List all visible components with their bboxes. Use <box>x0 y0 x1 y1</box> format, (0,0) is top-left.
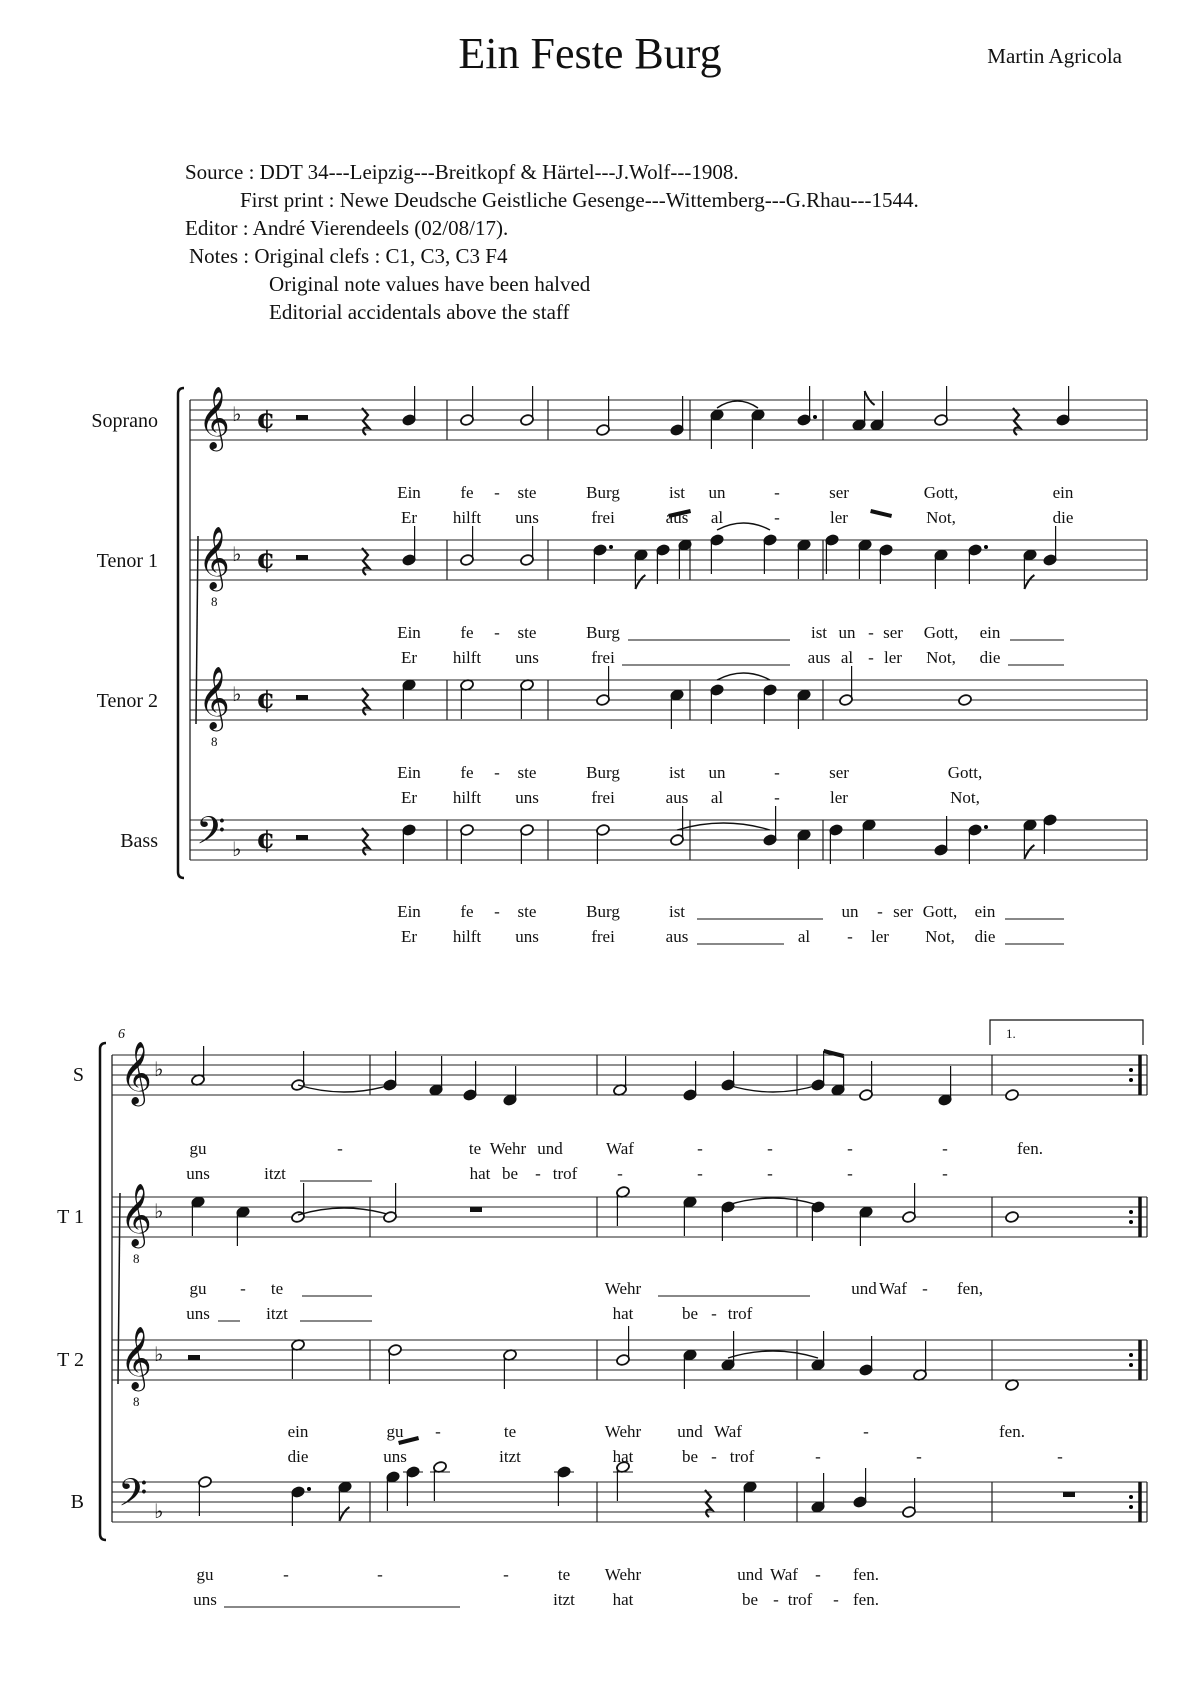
part-short-name-2: T 1 <box>57 1206 84 1228</box>
half-rest-icon <box>296 695 308 700</box>
lyric-soprano-verse1: Wehr <box>489 1139 527 1158</box>
lyric-bass-verse2: aus <box>665 927 689 946</box>
lyric-soprano-verse1: - <box>774 483 780 502</box>
cut-time-icon: ¢ <box>256 542 276 575</box>
lyric-tenor1-verse1: un <box>838 623 856 642</box>
lyric-soprano-verse2: hilft <box>452 508 482 527</box>
lyric-soprano-verse1: Burg <box>586 483 620 502</box>
lyric-bass-verse1: gu <box>196 1565 214 1584</box>
lyric-tenor1-verse2: uns <box>186 1304 210 1323</box>
lyric-soprano-verse2: uns <box>515 508 539 527</box>
octave-8-marker: 8 <box>133 1394 140 1409</box>
lyric-bass-verse1: und <box>737 1565 763 1584</box>
tie <box>728 1198 818 1205</box>
system-bracket <box>100 1043 106 1540</box>
dot <box>609 545 613 549</box>
lyric-tenor2-verse2: trof <box>729 1447 755 1466</box>
lyric-tenor2-verse1: - <box>494 763 500 782</box>
lyric-tenor1-verse2: be <box>681 1304 699 1323</box>
tie <box>717 523 770 530</box>
notehead <box>1005 1211 1020 1224</box>
page-title: Ein Feste Burg <box>458 29 722 78</box>
flat-key-signature-icon: ♭ <box>154 1199 164 1223</box>
flat-key-signature-icon: ♭ <box>154 1057 164 1081</box>
lyric-tenor2-verse1: - <box>863 1422 869 1441</box>
flat-key-signature-icon: ♭ <box>154 1499 164 1523</box>
lyric-bass-verse2: uns <box>193 1590 217 1609</box>
lyric-tenor2-verse1: ser <box>829 763 849 782</box>
part-name-3: Tenor 2 <box>96 690 158 712</box>
lyric-tenor2-verse2: - <box>916 1447 922 1466</box>
lyric-soprano-verse1: und <box>537 1139 563 1158</box>
lyric-bass-verse2: ler <box>871 927 889 946</box>
tie <box>717 673 770 680</box>
tie <box>717 401 758 408</box>
part-short-name-4: B <box>70 1491 84 1513</box>
measure-number: 6 <box>118 1027 125 1042</box>
lyric-bass-verse2: - <box>833 1590 839 1609</box>
editor-line: Editor : André Vierendeels (02/08/17). <box>185 216 509 240</box>
lyric-tenor1-verse1: Burg <box>586 623 620 642</box>
source-line: Source : DDT 34---Leipzig---Breitkopf & Härtel---J.Wolf---1908. <box>185 160 739 184</box>
treble-clef-icon: 𝄞 <box>198 386 230 449</box>
lyric-tenor2-verse2: be <box>681 1447 699 1466</box>
lyric-tenor2-verse2: hilft <box>452 788 482 807</box>
volta-label: 1. <box>1006 1026 1016 1041</box>
lyric-tenor2-verse2: uns <box>383 1447 407 1466</box>
lyric-soprano-verse2: - <box>942 1164 948 1183</box>
lyric-bass-verse2: - <box>773 1590 779 1609</box>
treble-clef-icon: 𝄞 <box>198 526 230 589</box>
treble-clef-icon: 𝄞 <box>120 1041 152 1104</box>
repeat-dot <box>1129 1068 1133 1072</box>
half-rest-icon <box>188 1355 200 1360</box>
lyric-tenor1-verse1: ste <box>517 623 537 642</box>
lyric-tenor2-verse1: ist <box>668 763 686 782</box>
lyric-tenor1-verse1: Ein <box>397 623 421 642</box>
lyric-bass-verse2: Not, <box>925 927 955 946</box>
bass-clef-icon: 𝄢 <box>118 1470 148 1524</box>
lyric-tenor2-verse1: - <box>435 1422 441 1441</box>
notehead <box>1005 1089 1020 1102</box>
lyric-soprano-verse2: - <box>847 1164 853 1183</box>
lyric-tenor1-verse1: Waf <box>879 1279 907 1298</box>
lyric-soprano-verse1: te <box>468 1139 482 1158</box>
tie <box>298 1085 390 1092</box>
flag <box>635 575 645 589</box>
lyric-tenor1-verse2: uns <box>515 648 539 667</box>
lyric-tenor2-verse1: Gott, <box>947 763 983 782</box>
part-name-2: Tenor 1 <box>96 550 158 572</box>
lyric-tenor2-verse2: die <box>287 1447 309 1466</box>
lyric-bass-verse1: fen. <box>853 1565 879 1584</box>
tie <box>677 823 770 830</box>
lyric-soprano-verse1: - <box>697 1139 703 1158</box>
lyric-bass-verse1: - <box>503 1565 509 1584</box>
lyric-tenor2-verse2: frei <box>591 788 615 807</box>
lyric-bass-verse2: itzt <box>553 1590 575 1609</box>
lyric-tenor1-verse1: Wehr <box>604 1279 642 1298</box>
lyric-soprano-verse1: - <box>942 1139 948 1158</box>
lyric-tenor2-verse2: uns <box>515 788 539 807</box>
lyric-tenor2-verse2: - <box>711 1447 717 1466</box>
lyric-tenor1-verse2: - <box>711 1304 717 1323</box>
lyric-tenor2-verse1: Burg <box>586 763 620 782</box>
lyric-soprano-verse2: al <box>710 508 724 527</box>
flat-key-signature-icon: ♭ <box>154 1342 164 1366</box>
lyric-tenor2-verse2: itzt <box>499 1447 521 1466</box>
octave-8-marker: 8 <box>211 734 218 749</box>
lyric-bass-verse2: die <box>974 927 996 946</box>
lyric-tenor1-verse1: gu <box>189 1279 207 1298</box>
part-name-1: Soprano <box>91 410 158 432</box>
lyric-tenor1-verse2: die <box>979 648 1001 667</box>
lyric-tenor2-verse1: fe <box>460 763 474 782</box>
lyric-bass-verse2: trof <box>787 1590 813 1609</box>
lyric-bass-verse1: ser <box>893 902 913 921</box>
beam <box>871 511 892 516</box>
lyric-tenor1-verse1: und <box>851 1279 877 1298</box>
lyric-tenor1-verse2: - <box>868 648 874 667</box>
lyric-tenor1-verse2: aus <box>807 648 831 667</box>
lyric-bass-verse1: un <box>841 902 859 921</box>
lyric-soprano-verse2: ler <box>830 508 848 527</box>
lyric-tenor2-verse1: - <box>774 763 780 782</box>
lyric-tenor1-verse2: Er <box>400 648 418 667</box>
lyric-soprano-verse1: fen. <box>1017 1139 1043 1158</box>
lyric-bass-verse2: Er <box>400 927 418 946</box>
repeat-dot <box>1129 1353 1133 1357</box>
whole-rest-icon <box>470 1207 482 1212</box>
lyric-tenor2-verse2: ler <box>830 788 848 807</box>
flag <box>1024 845 1034 859</box>
lyric-tenor2-verse1: Wehr <box>604 1422 642 1441</box>
lyric-tenor2-verse1: fen. <box>999 1422 1025 1441</box>
quarter-rest-icon <box>1013 408 1020 435</box>
lyric-tenor2-verse2: - <box>774 788 780 807</box>
lyric-soprano-verse2: be <box>501 1164 519 1183</box>
lyric-bass-verse1: ist <box>668 902 686 921</box>
lyric-soprano-verse2: Er <box>400 508 418 527</box>
lyric-bass-verse2: - <box>847 927 853 946</box>
part-name-4: Bass <box>120 830 158 852</box>
dot <box>984 545 988 549</box>
lyric-soprano-verse2: - <box>697 1164 703 1183</box>
lyric-bass-verse1: - <box>494 902 500 921</box>
lyric-bass-verse1: Waf <box>770 1565 798 1584</box>
treble-clef-icon: 𝄞 <box>120 1183 152 1246</box>
lyric-tenor2-verse1: ste <box>517 763 537 782</box>
lyric-soprano-verse2: - <box>535 1164 541 1183</box>
lyric-tenor1-verse1: ein <box>979 623 1001 642</box>
lyric-soprano-verse2: die <box>1052 508 1074 527</box>
lyric-tenor1-verse2: ler <box>884 648 902 667</box>
lyric-tenor2-verse1: Ein <box>397 763 421 782</box>
quarter-rest-icon <box>362 408 369 435</box>
flat-key-signature-icon: ♭ <box>232 542 242 566</box>
lyric-tenor2-verse1: und <box>677 1422 703 1441</box>
lyric-tenor2-verse2: - <box>1057 1447 1063 1466</box>
lyric-soprano-verse2: - <box>617 1164 623 1183</box>
lyric-soprano-verse1: - <box>767 1139 773 1158</box>
lyric-bass-verse2: hilft <box>452 927 482 946</box>
tie <box>298 1208 390 1215</box>
lyric-bass-verse1: Ein <box>397 902 421 921</box>
lyric-tenor2-verse2: al <box>710 788 724 807</box>
lyric-bass-verse2: hat <box>612 1590 634 1609</box>
lyric-bass-verse1: Gott, <box>922 902 958 921</box>
lyric-bass-verse1: - <box>283 1565 289 1584</box>
lyric-soprano-verse2: uns <box>186 1164 210 1183</box>
repeat-dot <box>1129 1078 1133 1082</box>
lyric-bass-verse2: frei <box>591 927 615 946</box>
lyric-bass-verse1: fe <box>460 902 474 921</box>
lyric-bass-verse1: - <box>877 902 883 921</box>
repeat-dot <box>1129 1220 1133 1224</box>
part-short-name-1: S <box>72 1064 84 1086</box>
lyric-bass-verse1: - <box>377 1565 383 1584</box>
lyric-tenor2-verse1: ein <box>287 1422 309 1441</box>
repeat-dot <box>1129 1505 1133 1509</box>
lyric-soprano-verse1: Waf <box>606 1139 634 1158</box>
flat-key-signature-icon: ♭ <box>232 837 242 861</box>
cut-time-icon: ¢ <box>256 682 276 715</box>
cut-time-icon: ¢ <box>256 402 276 435</box>
notes-line: Notes : Original clefs : C1, C3, C3 F4 <box>189 244 508 268</box>
lyric-bass-verse1: Wehr <box>604 1565 642 1584</box>
lyric-tenor2-verse1: gu <box>386 1422 404 1441</box>
lyric-soprano-verse1: ein <box>1052 483 1074 502</box>
repeat-dot <box>1129 1210 1133 1214</box>
quarter-rest-icon <box>362 828 369 855</box>
lyric-tenor2-verse2: Not, <box>950 788 980 807</box>
composer: Martin Agricola <box>987 44 1122 68</box>
lyric-soprano-verse1: - <box>494 483 500 502</box>
lyric-bass-verse1: Burg <box>586 902 620 921</box>
lyric-tenor1-verse1: te <box>270 1279 284 1298</box>
notehead <box>958 694 973 707</box>
lyric-soprano-verse1: Ein <box>397 483 421 502</box>
lyric-tenor2-verse1: Waf <box>714 1422 742 1441</box>
half-rest-icon <box>296 835 308 840</box>
repeat-dot <box>1129 1495 1133 1499</box>
part-short-name-3: T 2 <box>57 1349 84 1371</box>
quarter-rest-icon <box>362 548 369 575</box>
lyric-soprano-verse1: ist <box>668 483 686 502</box>
dot <box>984 825 988 829</box>
lyric-soprano-verse2: aus <box>665 508 689 527</box>
flag <box>339 1507 349 1521</box>
treble-clef-icon: 𝄞 <box>198 666 230 729</box>
lyric-tenor1-verse1: - <box>494 623 500 642</box>
lyric-bass-verse2: fen. <box>853 1590 879 1609</box>
lyric-tenor1-verse2: hilft <box>452 648 482 667</box>
flag <box>1024 575 1034 589</box>
lyric-bass-verse1: te <box>557 1565 571 1584</box>
lyric-bass-verse1: - <box>815 1565 821 1584</box>
lyric-tenor2-verse2: hat <box>612 1447 634 1466</box>
lyric-soprano-verse1: gu <box>189 1139 207 1158</box>
dot <box>307 1487 311 1491</box>
lyric-tenor1-verse1: fen, <box>957 1279 983 1298</box>
lyric-soprano-verse2: Not, <box>926 508 956 527</box>
lyric-tenor1-verse2: frei <box>591 648 615 667</box>
lyric-bass-verse2: uns <box>515 927 539 946</box>
lyric-soprano-verse2: itzt <box>264 1164 286 1183</box>
lyric-bass-verse1: ein <box>974 902 996 921</box>
bass-clef-icon: 𝄢 <box>196 808 226 862</box>
lyric-tenor1-verse2: itzt <box>266 1304 288 1323</box>
lyric-tenor1-verse2: trof <box>727 1304 753 1323</box>
half-rest-icon <box>296 415 308 420</box>
lyric-tenor1-verse1: ist <box>810 623 828 642</box>
lyric-tenor1-verse1: ser <box>883 623 903 642</box>
flat-key-signature-icon: ♭ <box>232 682 242 706</box>
lyric-tenor1-verse2: Not, <box>926 648 956 667</box>
lyric-soprano-verse2: hat <box>469 1164 491 1183</box>
lyric-tenor1-verse1: - <box>868 623 874 642</box>
lyric-soprano-verse1: Gott, <box>923 483 959 502</box>
lyric-soprano-verse1: - <box>337 1139 343 1158</box>
note-values-line: Original note values have been halved <box>269 272 591 296</box>
lyric-soprano-verse2: - <box>767 1164 773 1183</box>
lyric-soprano-verse1: fe <box>460 483 474 502</box>
lyric-soprano-verse1: ste <box>517 483 537 502</box>
lyric-tenor2-verse2: Er <box>400 788 418 807</box>
lyric-soprano-verse1: - <box>847 1139 853 1158</box>
lyric-tenor2-verse1: un <box>708 763 726 782</box>
lyric-soprano-verse2: trof <box>552 1164 578 1183</box>
half-rest-icon <box>296 555 308 560</box>
lyric-soprano-verse2: frei <box>591 508 615 527</box>
quarter-rest-icon <box>705 1490 712 1517</box>
lyric-tenor1-verse1: - <box>922 1279 928 1298</box>
treble-clef-icon: 𝄞 <box>120 1326 152 1389</box>
lyric-soprano-verse1: un <box>708 483 726 502</box>
lyric-bass-verse1: ste <box>517 902 537 921</box>
octave-8-marker: 8 <box>133 1251 140 1266</box>
lyric-tenor1-verse1: - <box>240 1279 246 1298</box>
first-print-line: First print : Newe Deudsche Geistliche Gesenge---Wittemberg---G.Rhau---1544. <box>240 188 919 212</box>
lyric-tenor1-verse1: Gott, <box>923 623 959 642</box>
tie <box>728 1085 818 1092</box>
flag <box>865 391 875 405</box>
lyric-tenor1-verse1: fe <box>460 623 474 642</box>
lyric-bass-verse2: be <box>741 1590 759 1609</box>
lyric-tenor2-verse2: - <box>815 1447 821 1466</box>
repeat-dot <box>1129 1363 1133 1367</box>
lyric-bass-verse2: al <box>797 927 811 946</box>
whole-rest-icon <box>1063 1492 1075 1497</box>
lyric-tenor1-verse2: al <box>840 648 854 667</box>
lyric-soprano-verse2: - <box>774 508 780 527</box>
lyric-soprano-verse1: ser <box>829 483 849 502</box>
octave-8-marker: 8 <box>211 594 218 609</box>
quarter-rest-icon <box>362 688 369 715</box>
lyric-tenor2-verse1: te <box>503 1422 517 1441</box>
lyric-tenor2-verse2: aus <box>665 788 689 807</box>
system-bracket <box>178 388 184 878</box>
tie <box>728 1351 818 1358</box>
cut-time-icon: ¢ <box>256 822 276 855</box>
dot <box>813 415 817 419</box>
accidentals-line: Editorial accidentals above the staff <box>269 300 570 324</box>
flat-key-signature-icon: ♭ <box>232 402 242 426</box>
lyric-tenor1-verse2: hat <box>612 1304 634 1323</box>
